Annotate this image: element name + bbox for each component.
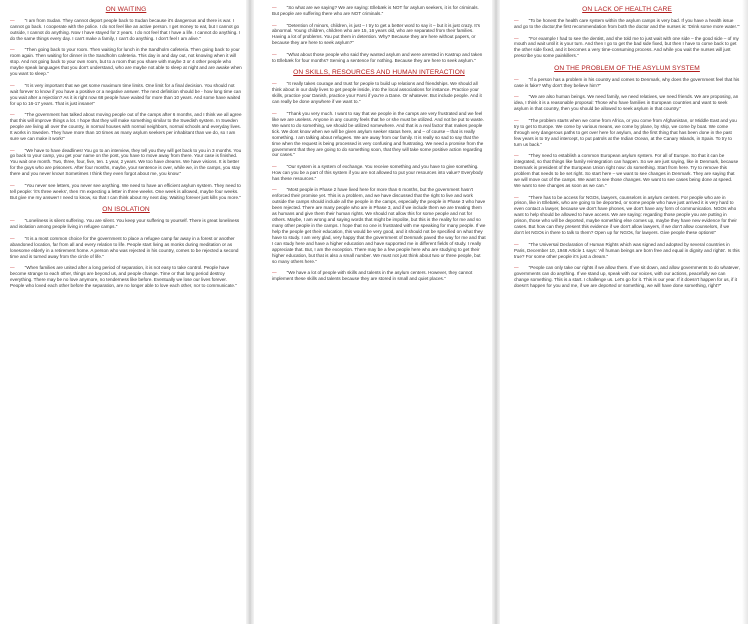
quote-text: "The problem starts when we come from Africa, or you come from Afghanistan, or Middle East and you try to get to Europe. We come by various means, we come by plane, by ship, we come by boat. We come through very dangerous paths to get over here for asylum, and the first thing that has been done in the past few years is to try and intercept, to put patrols at the Indian Ocean, at the Canary Islands, in Spain. To try to turn us back." bbox=[514, 117, 737, 147]
quote-paragraph bbox=[10, 265, 242, 289]
dash-marker: — bbox=[272, 5, 277, 10]
quote-text: "We have a lot of people with skills and talents in the asylum centers. However, they cannot implement these skills and talents because they are stored in small and quiet places." bbox=[272, 270, 473, 282]
quote-paragraph bbox=[272, 187, 486, 264]
dash-marker: — bbox=[10, 235, 15, 241]
quote-text: "Detention of minors, children, is just – I try to get a better word to say it – but it is just crazy. It's abnormal. Young children, children who are 15, 16 years old, who are separated from their families. Having a lot of problems. You put them in detention. Why? Because they are here without papers, or because they are here to seek asylum?" bbox=[272, 22, 480, 46]
quote-paragraph bbox=[514, 18, 740, 30]
dash-marker: — bbox=[514, 241, 519, 247]
quote-text: "You never see letters, you never see anything. We need to have an efficient asylum system. They need to tell people: 'it's three weeks', then I'm expecting a letter in three weeks. One week is allowed, maybe four weeks. But give me my answer! I need to know, so that I can think about my next day. Waiting forever just kills you more." bbox=[10, 182, 241, 200]
dash-marker: — bbox=[514, 18, 519, 23]
dash-marker: — bbox=[10, 47, 15, 53]
quote-text: "Then going back to your room. Then waiting for lunch in the Sandholm cafeteria. Then going back to your room again. Then waiting for dinner in the Sandholm cafeteria. This day in and day out, not knowing when it will stop. And not going back to your own room, but to a room that you share with maybe 3 or 4 other people who maybe speak languages that you don't understand, who are maybe not able to sleep at night and are awake when you want to sleep." bbox=[10, 47, 242, 77]
quote-paragraph bbox=[10, 236, 242, 260]
section-heading: ON LACK OF HEALTH CARE bbox=[582, 6, 672, 13]
quote-paragraph bbox=[272, 111, 486, 159]
quote-paragraph bbox=[514, 118, 740, 148]
dash-marker: — bbox=[10, 182, 15, 188]
quote-text: "So what are we saying? We are saying: Ellebæk is NOT for asylum seekers, it is for criminals. But people are suffering there who are NOT criminals." bbox=[272, 5, 479, 16]
quote-paragraph bbox=[514, 36, 740, 60]
quote-paragraph bbox=[272, 81, 486, 105]
section-heading: ON THE PROBLEM OF THE ASYLUM SYSTEM bbox=[554, 64, 700, 72]
quote-text: "To be honest the health care system within the asylum camps is very bad. If you have a health issue and go to the doctor,the first recommendation from both the doctor and the nurses is: 'Drink some more water.'" bbox=[514, 18, 740, 29]
dash-marker: — bbox=[10, 218, 15, 224]
quote-text: "It is very important that we get some maximum time limits. One limit for a final decision. You should not wait forever to know if you have a positive or a negative answer. The next definition should be - how long time can you wait after a rejection? As it is right now 68 people have waited for more than 10 years. And some have waited for up to 16-17 years. That is just insane!" bbox=[10, 82, 242, 106]
quote-text: "Our system is a system of exchange. You receive something and you have to give something. How can you be a part of this system if you are not allowed to put your resources into value? Everybody has these resources." bbox=[272, 164, 483, 181]
quote-paragraph bbox=[10, 83, 242, 107]
quote-text: "What about those people who said they wanted asylum and were arrested in Kastrup and taken to Ellebæk for four months? Serving a sentence for nothing. Because they are here to seek asylum." bbox=[272, 51, 483, 63]
dash-marker: — bbox=[272, 270, 277, 276]
quote-paragraph bbox=[272, 164, 486, 182]
dash-marker: — bbox=[514, 265, 519, 271]
dash-marker: — bbox=[514, 35, 519, 41]
quote-text: "We are also human beings. We need family, we need relatives, we need friends. We are proposing, an idea, I think it is a reasonable proposal: Those who have families in European countries and want to seek asylum in that country, then you should be allowed to seek asylum in that country." bbox=[514, 94, 739, 112]
dash-marker: — bbox=[272, 81, 277, 87]
quote-text: "Thank you very much. I want to say that we people in the camps are very frustrated and we feel like we are useless. Anyone in any country feels that he or she must be utilized. And not be put to waste. We want to do something, we should be utilized somewhere. And that is a real factor that makes people tick. We dont know when we will be given asylum seeker status here, and – of course – that is really something. I am talking about refugees. We are away from our family. It is really so sad to say that the time when the request is being processed is very confusing and frustrating. We need a promise from the government that they are going to do something soon, that they will take some positive action regarding our cases." bbox=[272, 110, 484, 158]
quote-text: "It is a most common choice for the government to place a refugee camp far away in a forest or another abandoned location, far from all and every relation to life. People start living as monks during meditation or as lonesome elderly in a retirement home. A person who was rejected in his country, comes to be rejected a second time and is turned away from the circle of life." bbox=[10, 235, 239, 259]
dash-marker: — bbox=[272, 187, 277, 193]
quote-paragraph bbox=[514, 94, 740, 112]
quote-paragraph bbox=[272, 5, 486, 17]
quote-text: "Most people in Phase 2 have lived here for more than 6 months, but the government hasn't enforced their promise yet. This is a problem, and we have discussed that the right to live and work outside the camps should include all the people in the camps, especially the people in Phase 3 who have been rejected. There are many people who are in Phase 3, and if we include them we are treating them as humans and give them their human rights. We should not allow this for some people and not for others. Maybe, I am wrong and saying words that might be impolite, but this is the reality for me and so many other people in the camps. I hope that no one is frustrated with me speaking for many people. If we help the people get their education, this would be very good, and it should not be specified on what they have to study. I am very glad, very happy that the government of Denmark paved the way for me and that I can study here and have a higher education and have supported me in different fields of study. I really appreciate that. But, I am the exception. There may be a few people here who are studying to get their higher education, but that is also a small number. We must not just think about two or three people, but so many others here." bbox=[272, 187, 486, 264]
quote-text: "When families are united after a long period of separation, it is not easy to take control. People have become strange to each other, things are beyond us, and people change. Time or that long period destroy everything. There may be no love anymore, no tenderness like before. Eventually we lose our lives forever. People who loved each other before the separation, are no longer able to love each other, nor to communicate." bbox=[10, 265, 237, 289]
dash-marker: — bbox=[10, 112, 15, 118]
dash-marker: — bbox=[10, 147, 15, 153]
dash-marker: — bbox=[514, 153, 519, 159]
quote-text: "The government has talked about moving people out of the camps after 6 months, and I think we all agree that this will improve things a lot. I hope that they will make something similar to the Swedish system. In Sweden people are living all over the country, in normal houses with normal neighbors, normal schools and everyday lives. It works in Sweden. They have more than 10 times as many asylum seekers per inhabitant than we do, so I am sure we can make it work!" bbox=[10, 112, 242, 141]
dash-marker: — bbox=[514, 194, 519, 200]
dash-marker: — bbox=[272, 22, 277, 28]
quote-text: "They need to establish a common European asylum system. For all of Europe. So that it can be integrated, so that things like family reintegration can happen. So we are just saying, like in Denmark, because Denmark is president of the European Union right now: do something. Start from here. Try to remove this problem that needs to be set right. So start here – we want to see changes in Denmark. They are saying that we will move out of the camps. We want to see those changes. We want to see cases being done at speed. We want to see changes as soon as we can." bbox=[514, 153, 739, 188]
dash-marker: — bbox=[272, 110, 277, 116]
dash-marker: — bbox=[10, 265, 15, 271]
section-heading: ON ISOLATION bbox=[102, 206, 150, 214]
middle-page bbox=[250, 0, 496, 624]
dash-marker: — bbox=[514, 94, 519, 100]
quote-paragraph bbox=[272, 270, 486, 282]
quote-text: "Loneliness is silent suffering. You are silent. You keep your suffering to yourself. There is great loneliness and isolation among people living in refugee camps." bbox=[10, 218, 240, 230]
quote-paragraph bbox=[10, 18, 242, 42]
left-page bbox=[0, 0, 250, 624]
section-heading: ON WAITING bbox=[105, 6, 147, 13]
quote-paragraph bbox=[10, 183, 242, 201]
dash-marker: — bbox=[10, 82, 15, 88]
quote-text: "I am from Sudan. They cannot deport people back to Sudan because it's dangerous and there is war. I cannot go back. I cooperate with the police. I do not feel like an active person. I get money to eat, but I cannot go outside, I cannot do anything. Now I have stayed for 2 years. I do not feel that I have a life. I cannot do anything. I do the same things every day. I can't make a family, I can't do anything. I don't feel I am alive." bbox=[10, 18, 241, 41]
quote-paragraph bbox=[514, 242, 740, 260]
quote-text: "It really takes courage and trust for people to build up relations and friendships. We should all think about in our daily lives to get people inside, into the local associations for instance. Practice your skills, practice your Danish, practice your Farsi if you're a Dane. Or whatever. But include people. And it can really be done anywhere if we want to." bbox=[272, 81, 482, 105]
quote-paragraph bbox=[514, 77, 740, 89]
quote-paragraph bbox=[272, 52, 486, 64]
quote-paragraph bbox=[10, 112, 242, 142]
quote-paragraph bbox=[514, 153, 740, 189]
right-gutter bbox=[492, 0, 500, 624]
dash-marker: — bbox=[272, 164, 277, 170]
quote-paragraph bbox=[514, 265, 740, 289]
quote-paragraph bbox=[10, 148, 242, 178]
quote-text: "We have to have deadlines! You go to an interview, they tell you they will get back to you in 3 months. You go back to your camp, you get your name on the post, you have to move away from there. Your case is finished. You wait one month. Two, three, four, five, ten. 1 year, 2 years. We too have dreams. We have visions. It is better for the guys who are prisoners. After four months, maybe, your sentence is over, while we, in the camps, you stay there and you never know! Sometimes I think they even forgot about me, you know." bbox=[10, 147, 242, 177]
quote-text: "If a person has a problem in his country and comes to Denmark, why does the government feel that his case is fake? Why don't they believe him?" bbox=[514, 76, 740, 88]
quote-paragraph bbox=[10, 218, 242, 230]
quote-text: "For example I had to see the dentist, and she told me to just wait with one side – the good side – of my mouth and wait until it is your turn. And then I go to get the bad side fixed, but then I have to come back to get the other side fixed, and it becomes a very time-consuming process. And while you wait the nurses will just prescribe you some painkillers." bbox=[514, 35, 739, 59]
quote-paragraph bbox=[514, 195, 740, 237]
dash-marker: — bbox=[272, 51, 277, 57]
quote-text: "There has to be access for NGOs, lawyers, counselors in asylum centers. For people who are in prison, like in Ellebæk, who are going to be deported, or some people who have just arrived it is very hard to even contact a lawyer, because we don't have phones, we don't have any form of communication. NGOs who want to help should be allowed to have access. We are saying: regarding those people you are putting in prison, those who will be deported, maybe something else comes up, maybe they have new evidence for their cases. But how can they present this evidence if we don't allow lawyers, if we don't allow counselors, if we don't let NGOs in there to talk to them? Open up for NGOs, for lawyers. Give people these options!" bbox=[514, 194, 737, 236]
dash-marker: — bbox=[514, 117, 519, 123]
dash-marker: — bbox=[514, 76, 519, 82]
page-edge bbox=[742, 0, 748, 624]
quote-paragraph bbox=[10, 47, 242, 77]
quote-paragraph bbox=[272, 23, 486, 47]
right-page bbox=[496, 0, 748, 624]
dash-marker: — bbox=[10, 18, 15, 23]
left-gutter bbox=[246, 0, 254, 624]
quote-text: "People can only take our rights if we allow them. If we sit down, and allow governments to do whatever, governments can do anything. If we stand up, speak with our voices, with our actions, peacefully we can change something. This is a start. I challenge us. Let's go for it. This is our year. If it doesn't happen for us, if it doesn't happen for you and me, if we are deported or something, we will have done something, right?" bbox=[514, 265, 740, 289]
quote-text: "The Universal Declaration of Human Rights which was signed and adopted by several countries in Paris, December 10, 1948 Article 1 says: 'All human beings are born free and equal in dignity and rights'. Is this true? For some other people it's just a dream." bbox=[514, 241, 740, 259]
section-heading: ON SKILLS, RESOURCES AND HUMAN INTERACTION bbox=[293, 69, 465, 77]
